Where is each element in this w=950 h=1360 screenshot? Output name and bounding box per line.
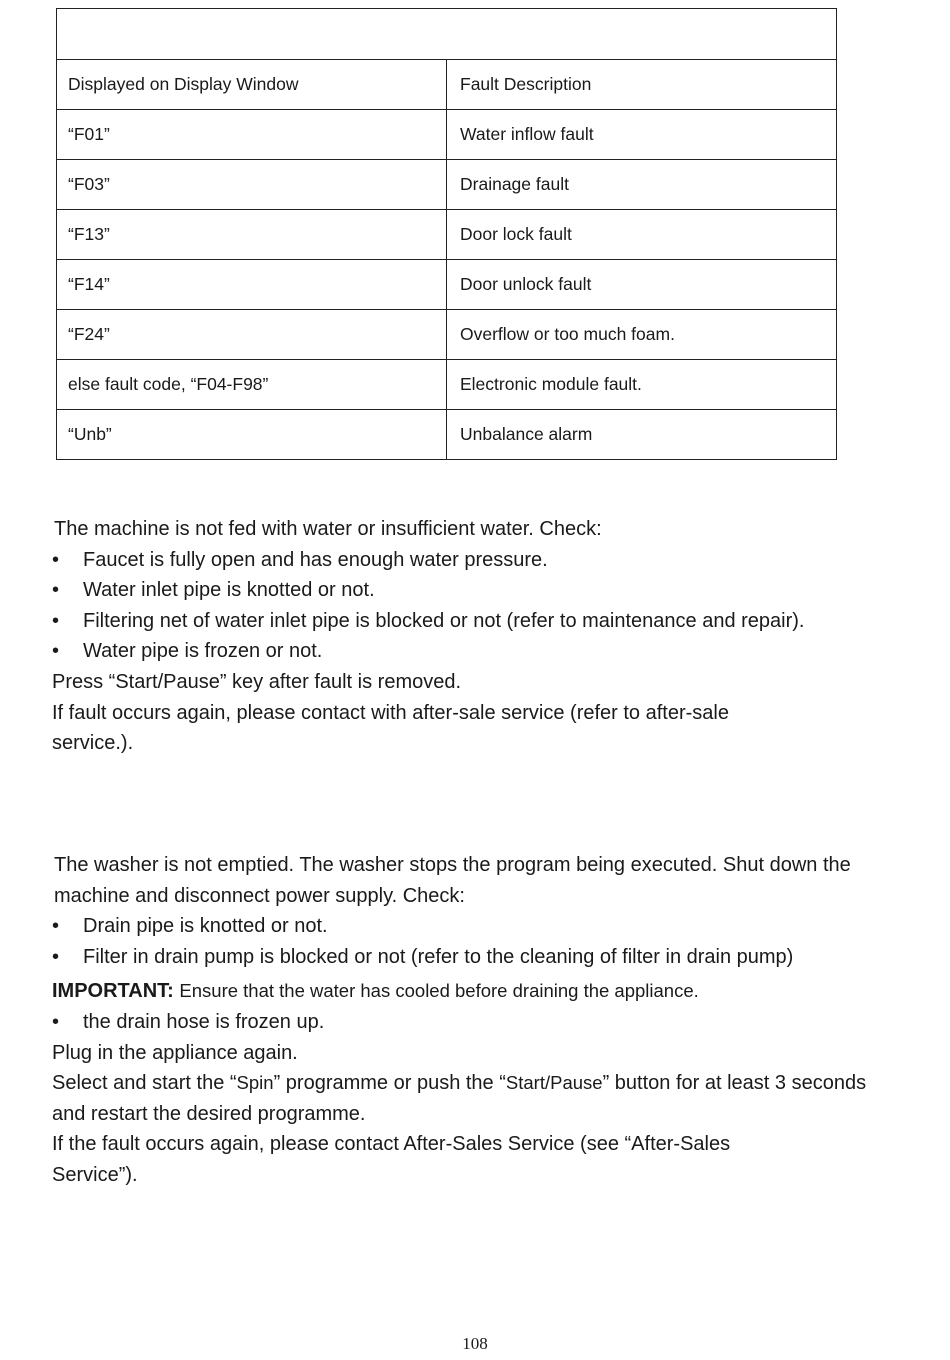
section-intro: The washer is not emptied. The washer stops the program being executed. Shut down the machine and disconnect power supply. Check: — [54, 854, 851, 907]
important-note — [52, 976, 852, 1007]
instruction-line: Press “Start/Pause” key after fault is removed. — [52, 670, 462, 693]
list-item: • Filter in drain pump is blocked or not (refer to the cleaning of filter in drain pump) — [52, 942, 903, 973]
fault-description: Electronic module fault. — [447, 360, 837, 410]
important-text: Ensure that the water has cooled before draining the appliance. — [179, 980, 699, 1002]
table-title-row — [57, 9, 837, 60]
fault-description: Overflow or too much foam. — [447, 310, 837, 360]
header-description: Fault Description — [447, 60, 837, 110]
list-item: • Water pipe is frozen or not. — [52, 636, 812, 667]
section-intro: The machine is not fed with water or insufficient water. Check: — [54, 518, 602, 540]
table-title — [57, 9, 837, 60]
list-item: • Water inlet pipe is knotted or not. — [52, 575, 812, 606]
fault-code: “F24” — [57, 310, 447, 360]
instruction-text: Select and start the “ — [52, 1072, 237, 1095]
fault-description: Unbalance alarm — [447, 410, 837, 460]
table-row — [57, 110, 837, 160]
fault-description: Door lock fault — [447, 210, 837, 260]
water-inflow-section — [52, 514, 812, 759]
fault-description: Door unlock fault — [447, 260, 837, 310]
fault-description: Drainage fault — [447, 160, 837, 210]
table-row — [57, 210, 837, 260]
table-row — [57, 360, 837, 410]
fault-code: “F03” — [57, 160, 447, 210]
table-row — [57, 160, 837, 210]
fault-code: “F13” — [57, 210, 447, 260]
instruction-line: If fault occurs again, please contact with after-sale service (refer to after-sale service.). — [52, 701, 729, 755]
fault-code-table — [56, 8, 837, 460]
list-item: • Drain pipe is knotted or not. — [52, 911, 852, 942]
list-item: • Faucet is fully open and has enough water pressure. — [52, 545, 812, 576]
fault-code: else fault code, “F04-F98” — [57, 360, 447, 410]
important-label: IMPORTANT: — [52, 980, 174, 1003]
list-item: • Filtering net of water inlet pipe is blocked or not (refer to maintenance and repair). — [52, 606, 812, 637]
spin-label: Spin — [236, 1072, 274, 1094]
drainage-section — [52, 850, 867, 1191]
header-display: Displayed on Display Window — [57, 60, 447, 110]
fault-code: “Unb” — [57, 410, 447, 460]
start-pause-label: Start/Pause — [505, 1072, 603, 1094]
table-row — [57, 310, 837, 360]
instruction-line — [52, 1068, 882, 1129]
list-item: • the drain hose is frozen up. — [52, 1007, 852, 1038]
table-header-row — [57, 60, 837, 110]
instruction-line: Plug in the appliance again. — [52, 1041, 298, 1064]
page-number: 108 — [462, 1334, 488, 1353]
instruction-text: ” button for at least 3 seconds and restart the desired programme. — [52, 1072, 867, 1125]
instruction-line: If the fault occurs again, please contact After-Sales Service (see “After-Sales Service”). — [52, 1133, 731, 1186]
table-row — [57, 410, 837, 460]
table-row — [57, 260, 837, 310]
fault-code: “F14” — [57, 260, 447, 310]
instruction-text: ” programme or push the “ — [273, 1072, 506, 1095]
fault-code: “F01” — [57, 110, 447, 160]
fault-description: Water inflow fault — [447, 110, 837, 160]
